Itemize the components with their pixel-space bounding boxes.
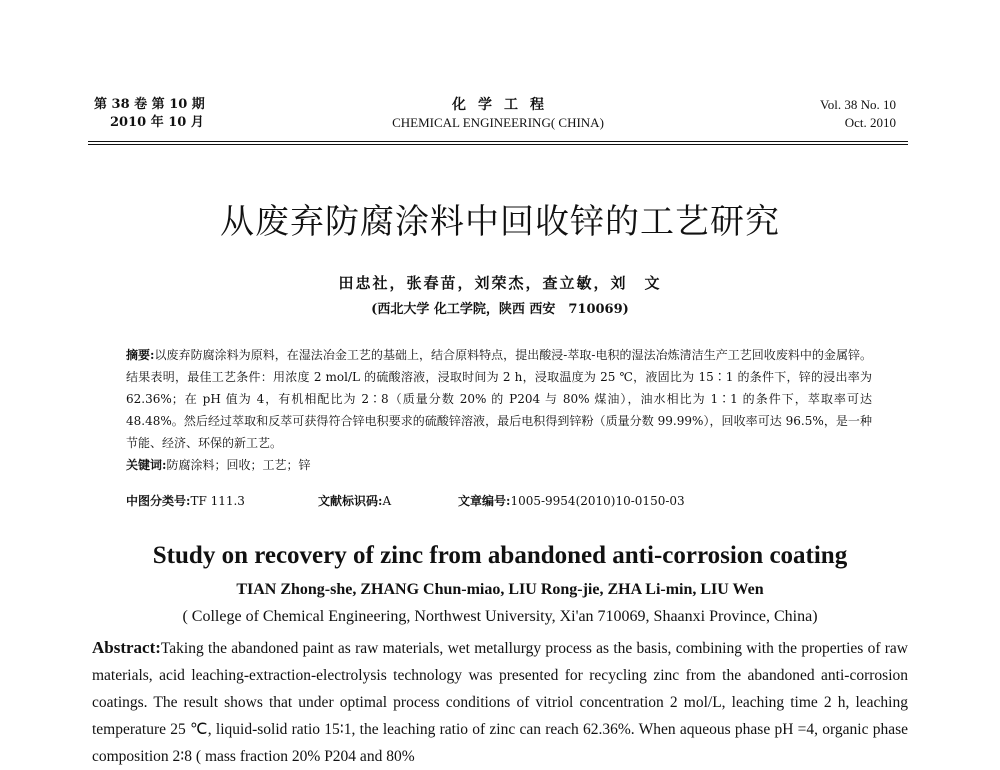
header-date-en: Oct. 2010 — [844, 115, 896, 130]
title-zh: 从废弃防腐涂料中回收锌的工艺研究 — [220, 202, 780, 242]
abstract-label-zh: 摘要: — [126, 348, 155, 362]
document-code — [318, 492, 391, 509]
abstract-en — [92, 634, 908, 770]
header-journal — [88, 96, 908, 132]
running-header — [88, 96, 908, 136]
header-volume-zh: 第 38 卷 第 10 期 — [94, 97, 205, 112]
authors-en: TIAN Zhong-she, ZHANG Chun-miao, LIU Rong-jie, ZHA Li-min, LIU Wen — [236, 581, 764, 598]
journal-name-en: CHEMICAL ENGINEERING( CHINA) — [392, 115, 604, 130]
affiliation-en: ( College of Chemical Engineering, Northwest University, Xi'an 710069, Shaanxi Province, China) — [182, 608, 818, 625]
abstract-text-zh: 以废弃防腐涂料为原料，在湿法冶金工艺的基础上，结合原料特点，提出酸浸-萃取-电积的湿法冶炼清洁生产工艺回收废料中的金属锌。结果表明，最佳工艺条件：用浓度 2 mol/L 的硫酸溶液，浸取时间为 2 h，浸取温度为 25 ℃，液固比为 15∶1 的条件下，锌的浸出率为 62.36%；在 pH 值为 4，有机相配比为 2∶8（质量分数 20% 的 P204 与 80% 煤油），油水相比为 1∶1 的条件下，萃取率可达 48.48%。然后经过萃取和反萃可获得符合锌电积要求的硫酸锌溶液，最后电积得到锌粉（质量分数 99.99%），回收率可达 96.5%，是一种节能、经济、环保的新工艺。 — [126, 348, 872, 450]
abstract-text-en: Taking the abandoned paint as raw materials, wet metallurgy process as the basis, combining with the properties of raw materials, acid leaching-extraction-electrolysis technology was presented for recycling zinc from the abandoned anti-corrosion coatings. The result shows that under optimal process conditions of vitriol concentration 2 mol/L, leaching time 2 h, leaching temperature 25 ℃, liquid-solid ratio 15∶1, the leaching ratio of zinc can reach 62.36%. When aqueous phase pH =4, organic phase composition 2∶8 ( mass fraction 20% P204 and 80% — [92, 640, 908, 765]
keywords-label-zh: 关键词: — [126, 458, 167, 472]
header-rule-top — [88, 141, 908, 142]
header-volume-en: Vol. 38 No. 10 — [820, 97, 896, 112]
authors-zh: 田忠社，张春苗，刘荣杰，查立敏，刘 文 — [338, 274, 662, 292]
article-number — [458, 492, 685, 509]
affiliation-zh: (西北大学 化工学院，陕西 西安 710069) — [371, 302, 629, 317]
header-rule-bottom — [88, 144, 908, 145]
header-issue-en — [820, 96, 896, 132]
clc-label: 中图分类号: — [126, 494, 191, 508]
doc-code-value: A — [382, 494, 392, 508]
abstract-zh — [126, 344, 872, 476]
header-date-zh: 2010 年 10 月 — [110, 115, 204, 130]
keywords-zh: 防腐涂料；回收；工艺；锌 — [166, 458, 311, 472]
clc-number — [126, 492, 245, 509]
doc-code-label: 文献标识码: — [318, 494, 383, 508]
clc-value: TF 111.3 — [190, 494, 245, 508]
article-no-value: 1005-9954(2010)10-0150-03 — [510, 494, 685, 508]
title-en: Study on recovery of zinc from abandoned anti-corrosion coating — [152, 542, 848, 569]
journal-name-zh: 化学工程 — [452, 97, 556, 113]
article-no-label: 文章编号: — [458, 494, 511, 508]
abstract-label-en: Abstract: — [92, 638, 161, 657]
